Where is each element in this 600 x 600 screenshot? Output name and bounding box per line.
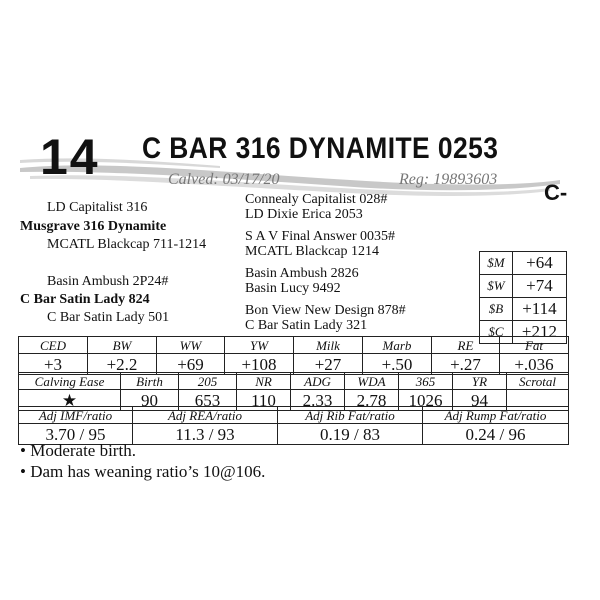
- performance-label: 205: [179, 373, 237, 390]
- ultrasound-value: 3.70 / 95: [19, 424, 133, 445]
- performance-value: 653: [179, 390, 237, 411]
- pedigree-ds-dam: Basin Lucy 9492: [245, 281, 341, 296]
- ultrasound-label: Adj REA/ratio: [133, 407, 278, 424]
- performance-value: 2.33: [291, 390, 345, 411]
- dollar-label: $M: [480, 252, 513, 275]
- epd-value: +.036: [500, 354, 569, 375]
- pedigree-dd-sire: Bon View New Design 878#: [245, 303, 406, 318]
- epd-value: +108: [225, 354, 294, 375]
- notes-list: [20, 440, 265, 482]
- epd-value: +.27: [432, 354, 500, 375]
- dollar-value: +212: [512, 321, 566, 344]
- grade-badge: C-: [544, 180, 568, 205]
- dollar-values-table: [479, 251, 567, 344]
- dollar-row-m: [480, 252, 567, 275]
- performance-value: 94: [453, 390, 507, 411]
- epd-label: Milk: [294, 337, 363, 354]
- epd-label: BW: [88, 337, 157, 354]
- dollar-row-b: [480, 298, 567, 321]
- epd-value: +3: [19, 354, 88, 375]
- dam: C Bar Satin Lady 824: [20, 292, 150, 307]
- epd-label-row: [19, 337, 569, 354]
- performance-label: WDA: [345, 373, 399, 390]
- ultrasound-value: 0.19 / 83: [278, 424, 423, 445]
- performance-label: ADG: [291, 373, 345, 390]
- performance-value: 1026: [399, 390, 453, 411]
- pedigree-sd-sire: S A V Final Answer 0035#: [245, 229, 396, 244]
- epd-table: [18, 336, 569, 375]
- pedigree-ds-sire: Basin Ambush 2826: [245, 266, 359, 281]
- epd-label: WW: [157, 337, 225, 354]
- epd-value: +27: [294, 354, 363, 375]
- calved-date: Calved: 03/17/20: [168, 171, 280, 188]
- performance-label: NR: [237, 373, 291, 390]
- ultrasound-value: 0.24 / 96: [423, 424, 569, 445]
- ultrasound-label: Adj Rump Fat/ratio: [423, 407, 569, 424]
- registration-number: Reg: 19893603: [399, 171, 498, 188]
- epd-label: RE: [432, 337, 500, 354]
- calving-ease-star-icon: ★: [19, 390, 121, 411]
- pedigree-ss-sire: Connealy Capitalist 028#: [245, 192, 388, 207]
- dam-dam: C Bar Satin Lady 501: [47, 310, 170, 325]
- performance-label: Calving Ease: [19, 373, 121, 390]
- sire: Musgrave 316 Dynamite: [20, 219, 167, 234]
- ultrasound-label-row: [19, 407, 569, 424]
- performance-label: Birth: [121, 373, 179, 390]
- sire-sire: LD Capitalist 316: [47, 200, 148, 215]
- pedigree-sd-dam: MCATL Blackcap 1214: [245, 244, 380, 259]
- epd-value: +69: [157, 354, 225, 375]
- pedigree-ss-dam: LD Dixie Erica 2053: [245, 207, 363, 222]
- pedigree-dd-dam: C Bar Satin Lady 321: [245, 318, 368, 333]
- epd-label: Marb: [363, 337, 432, 354]
- ultrasound-value: 11.3 / 93: [133, 424, 278, 445]
- animal-name: C BAR 316 DYNAMITE 0253: [142, 132, 499, 165]
- sire-dam: MCATL Blackcap 711-1214: [47, 237, 207, 252]
- ultrasound-label: Adj Rib Fat/ratio: [278, 407, 423, 424]
- epd-label: YW: [225, 337, 294, 354]
- dollar-value: +114: [512, 298, 566, 321]
- performance-label: 365: [399, 373, 453, 390]
- performance-value: 90: [121, 390, 179, 411]
- ultrasound-label: Adj IMF/ratio: [19, 407, 133, 424]
- dollar-row-w: [480, 275, 567, 298]
- dollar-label: $C: [480, 321, 513, 344]
- epd-value: +.50: [363, 354, 432, 375]
- dam-sire: Basin Ambush 2P24#: [47, 274, 169, 289]
- epd-label: CED: [19, 337, 88, 354]
- performance-label: YR: [453, 373, 507, 390]
- performance-value: 2.78: [345, 390, 399, 411]
- dollar-label: $W: [480, 275, 513, 298]
- lot-number: 14: [40, 129, 100, 185]
- note-item: • Dam has weaning ratio’s 10@106.: [20, 462, 266, 481]
- epd-value: +2.2: [88, 354, 157, 375]
- epd-label: Fat: [500, 337, 569, 354]
- performance-label-row: [19, 373, 569, 390]
- dollar-label: $B: [480, 298, 513, 321]
- performance-label: Scrotal: [507, 373, 569, 390]
- dollar-value: +74: [512, 275, 566, 298]
- note-item: • Moderate birth.: [20, 441, 136, 460]
- dollar-value: +64: [512, 252, 566, 275]
- performance-value: 110: [237, 390, 291, 411]
